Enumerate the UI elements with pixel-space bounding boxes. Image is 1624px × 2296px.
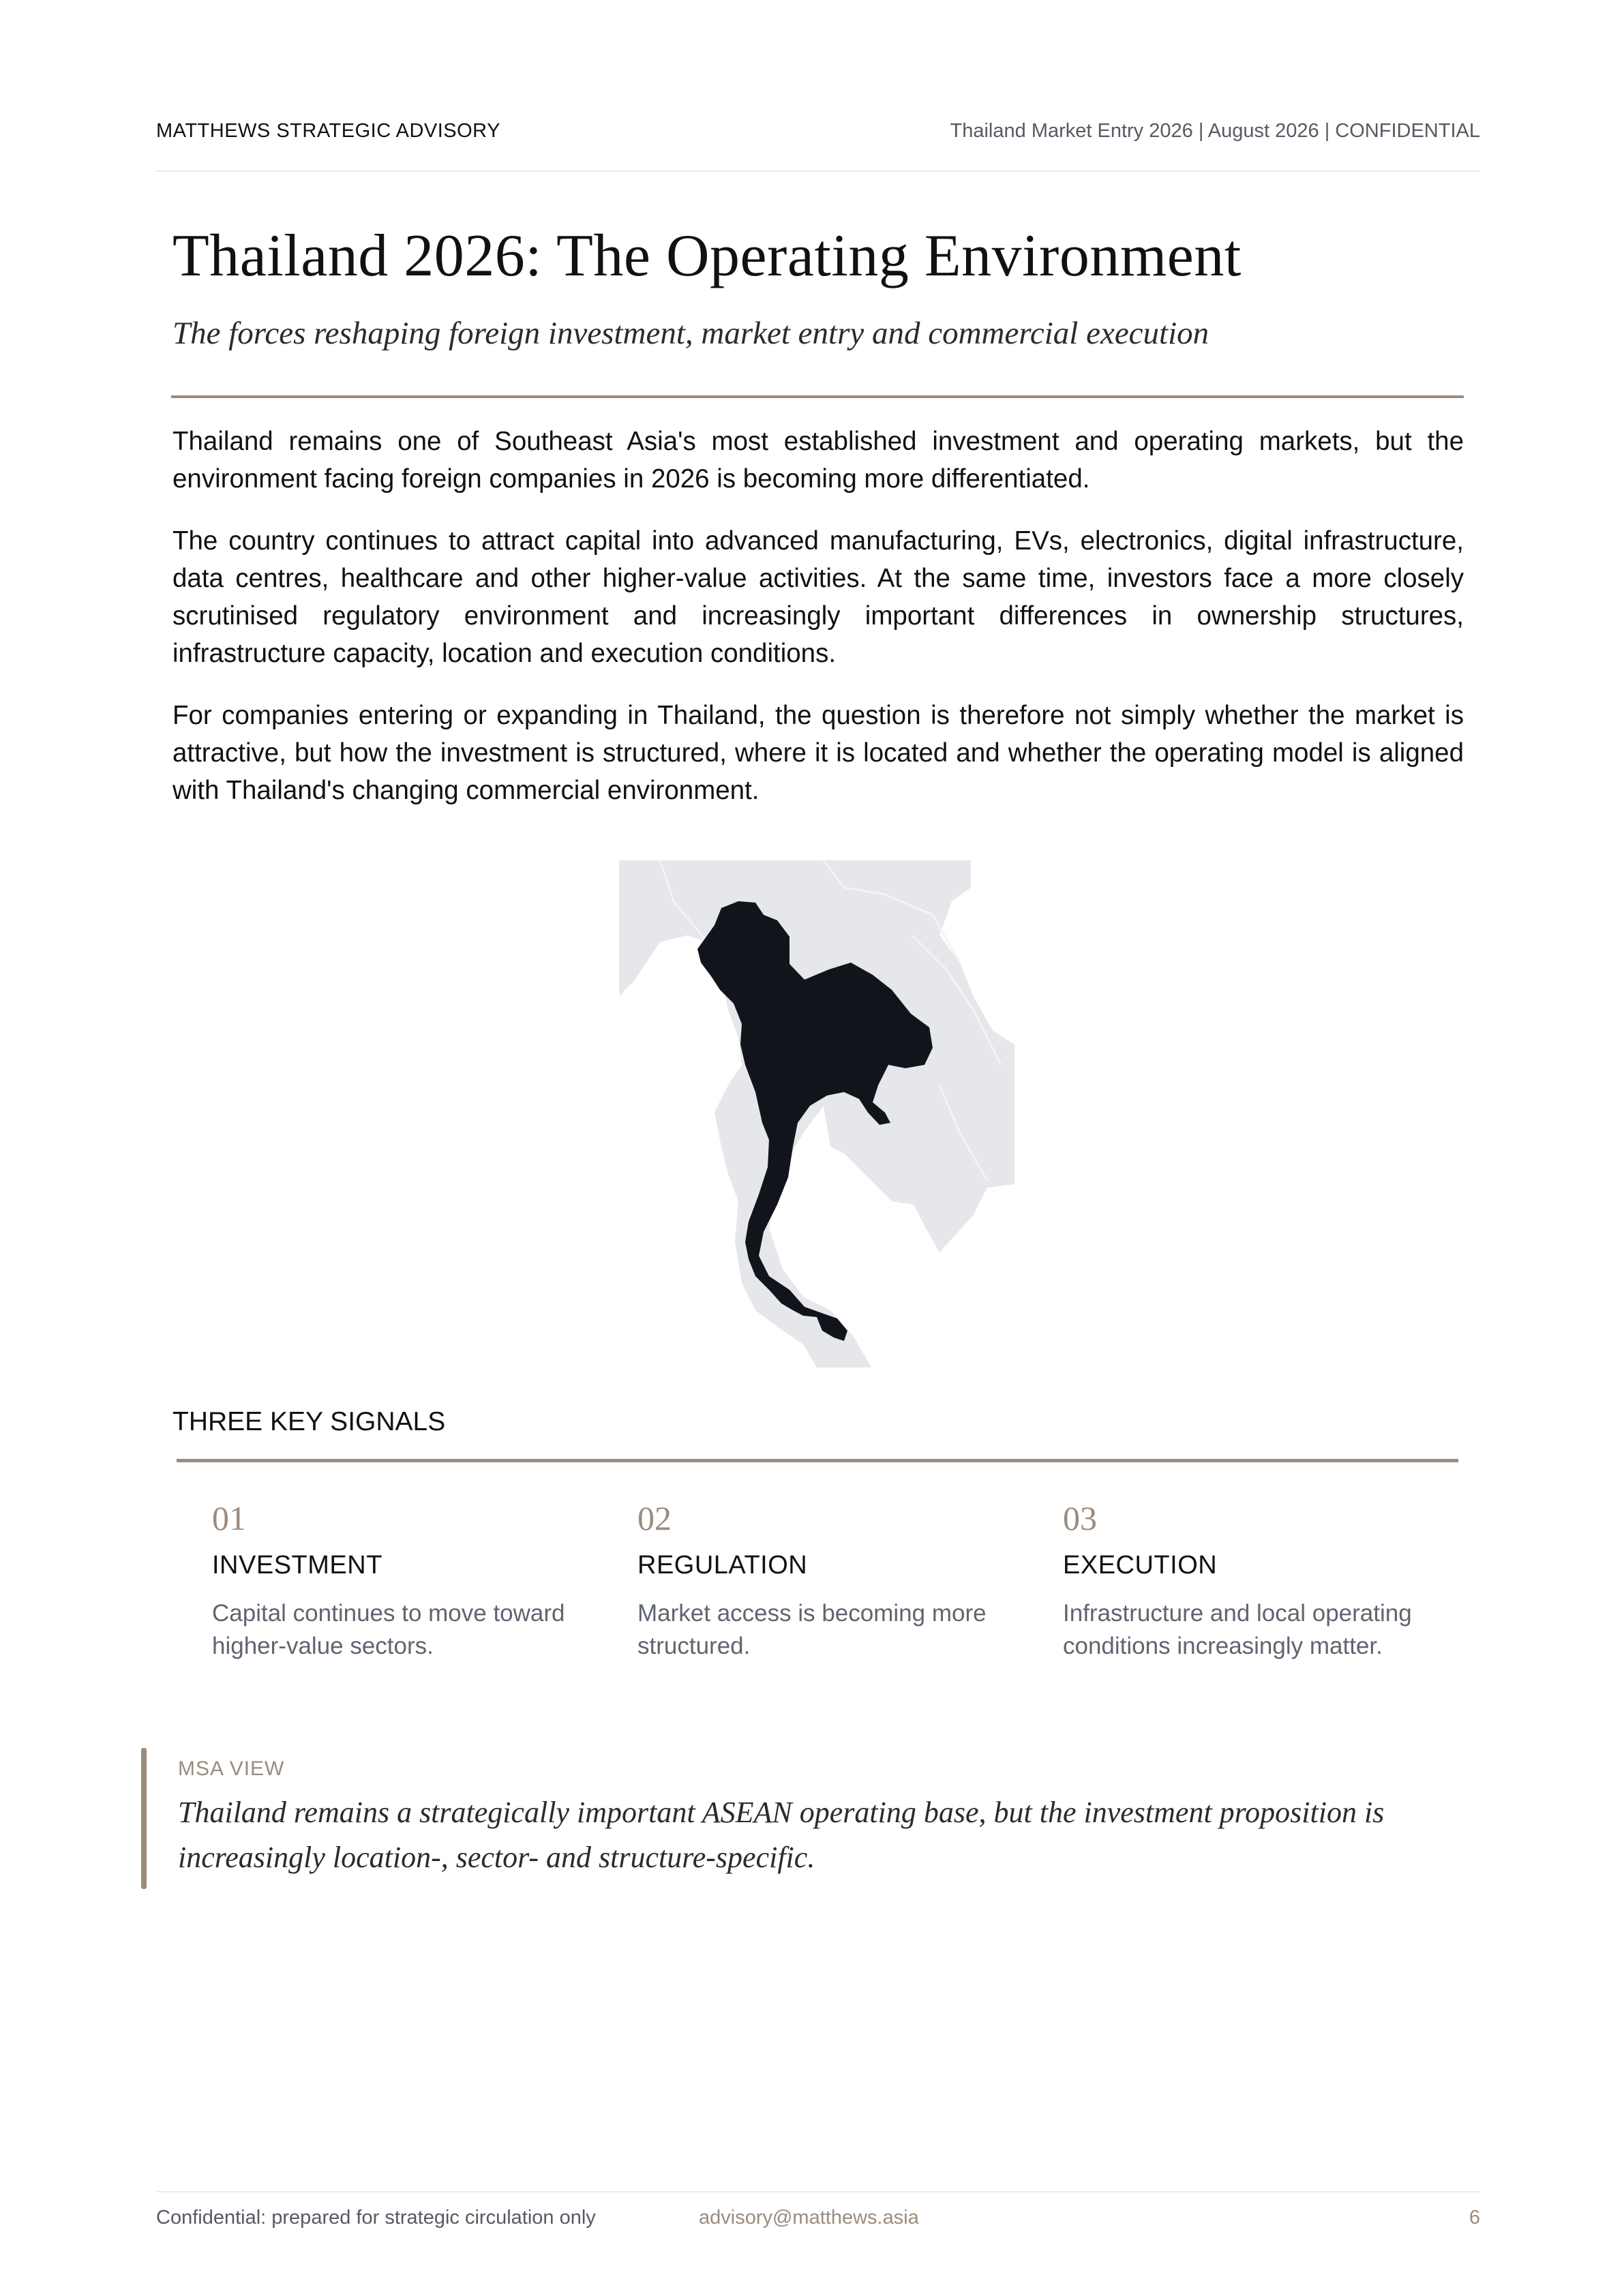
page-subtitle: The forces reshaping foreign investment, market entry and commercial execution (172, 316, 1209, 351)
firm-name: MATTHEWS STRATEGIC ADVISORY (156, 120, 500, 142)
neighbouring-countries (619, 860, 1014, 1368)
thailand-map (619, 860, 1014, 1368)
signal-description: Capital continues to move toward higher-value sectors. (212, 1600, 565, 1659)
signal-title: REGULATION (637, 1551, 808, 1580)
title-divider (171, 395, 1464, 398)
signals-heading: THREE KEY SIGNALS (172, 1407, 446, 1436)
callout-label: MSA VIEW (178, 1757, 285, 1780)
signal-number: 01 (212, 1499, 246, 1537)
document-meta: Thailand Market Entry 2026 | August 2026 | CONFIDENTIAL (950, 120, 1480, 142)
page-number: 6 (1469, 2207, 1480, 2229)
intro-paragraph-1: Thailand remains one of Southeast Asia's most established investment and operating markets, but the environment facing foreign companies in 2026 is becoming more differentiated. (172, 427, 1464, 494)
callout-accent-bar (141, 1748, 147, 1889)
page-title: Thailand 2026: The Operating Environment (172, 223, 1242, 289)
header-divider (156, 170, 1480, 172)
signal-number: 02 (637, 1499, 672, 1537)
callout-quote: Thailand remains a strategically important ASEAN operating base, but the investment proposition is increasingly location-, sector- and structure-specific. (178, 1796, 1385, 1874)
signal-description: Infrastructure and local operating conditions increasingly matter. (1063, 1600, 1412, 1659)
signals-divider (177, 1459, 1458, 1462)
signal-title: INVESTMENT (212, 1551, 382, 1580)
footer-divider (156, 2191, 1480, 2192)
intro-paragraph-2: The country continues to attract capital into advanced manufacturing, EVs, electronics, digital infrastructure, data centres, healthcare and other higher-value activities. At the same time, investors face a more closely scrutinised regulatory environment and increasingly important differences in ownership structures, infrastructure capacity, location and execution conditions. (172, 526, 1464, 668)
signal-number: 03 (1063, 1499, 1097, 1537)
footer-email-link[interactable]: advisory@matthews.asia (699, 2207, 919, 2229)
footer-note: Confidential: prepared for strategic circulation only (156, 2207, 596, 2229)
signal-description: Market access is becoming more structured. (637, 1600, 987, 1659)
signal-title: EXECUTION (1063, 1551, 1218, 1580)
intro-paragraph-3: For companies entering or expanding in Thailand, the question is therefore not simply whether the market is attractive, but how the investment is structured, where it is located and whether the operating model is aligned with Thailand's changing commercial environment. (172, 701, 1464, 805)
